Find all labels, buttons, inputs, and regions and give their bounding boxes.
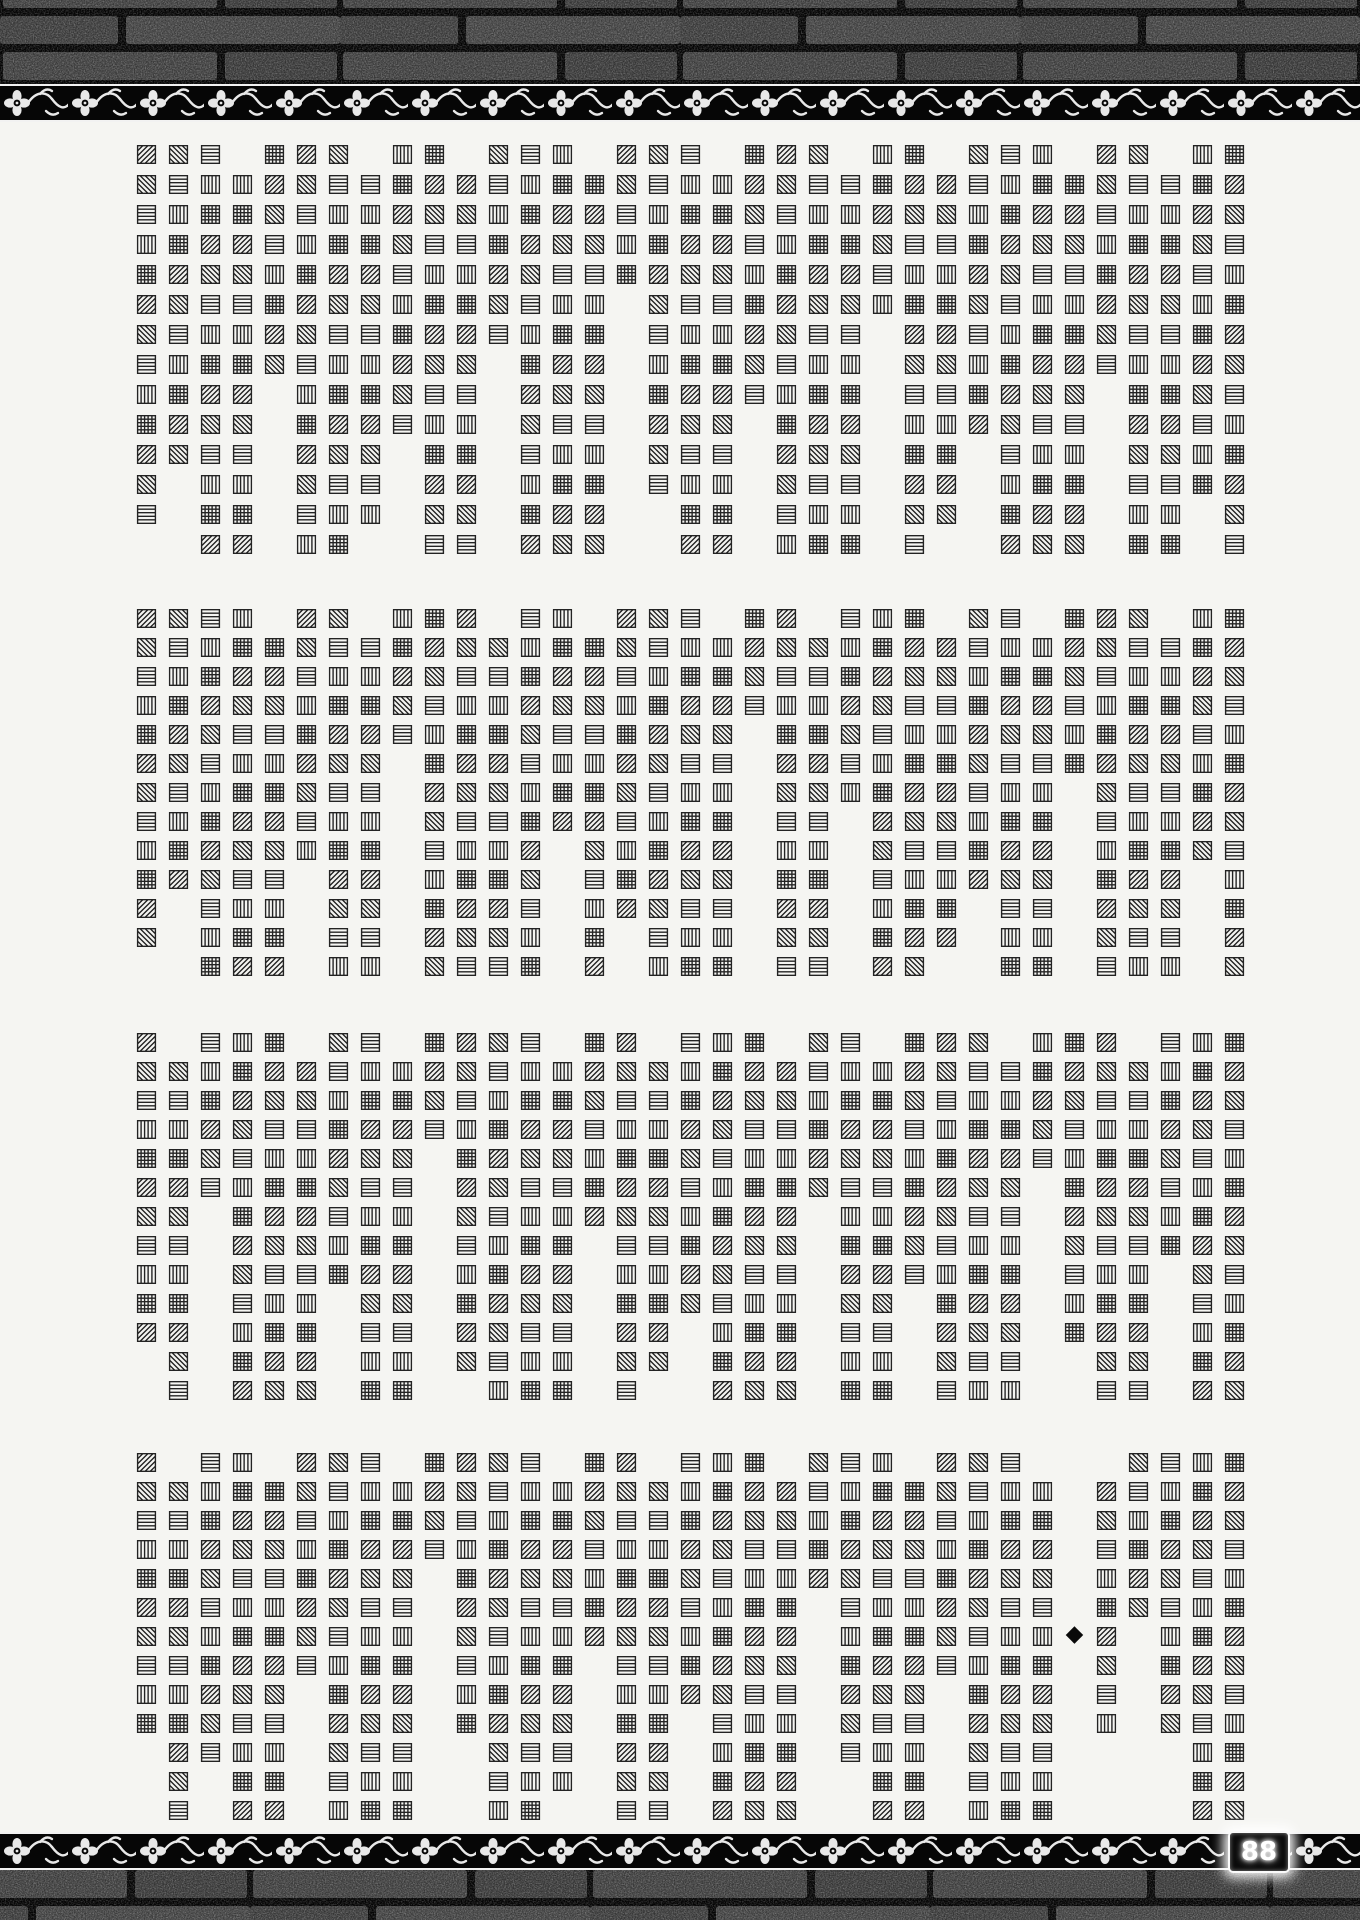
text-column-redacted: ▤▥▦▨▧▤▥▦ [1158, 1026, 1183, 1258]
brick-border-top [0, 0, 1360, 84]
text-column-redacted: ▤▥▦▨▧▤▥▦▨▧▤▥▦ [358, 1026, 383, 1403]
text-column-redacted: ▧▤▥▦▨▧▤▥▦▨▧▤▥ [1126, 602, 1151, 979]
text-column-redacted: ▨▧▤▥▦▨▧▤▥▦▨▧▤ [614, 1446, 639, 1823]
text-column-redacted: ▧▤▥▦▨▧▤▥▦▨▧▤▥▦ [806, 138, 831, 557]
text-column-redacted: ▤▥▦▨▧▤▥ [838, 602, 863, 805]
text-column-redacted: ▧▤▥▦▨▧▤▥▦▨ [966, 602, 991, 892]
text-column-redacted: ▧▤▥▦▨▧▤▥▦▨▧▤▥ [486, 1446, 511, 1823]
text-column-redacted: ▤▥▦▨▧▤▥▦▨▧▤▥ [1158, 631, 1183, 979]
text-column-redacted: ▧▤▥▦▨▧▤▥▦▨ [166, 602, 191, 892]
text-column-redacted: ▤▥▦▨▧▤▥▦▨▧▤▥ [998, 1055, 1023, 1403]
text-column-redacted: ▤▥▦▨▧▤▥▦▨▧▤▥▦▨ [998, 138, 1023, 557]
text-column-redacted: ▨▧▤▥▦▨▧▤▥▦ [454, 1446, 479, 1736]
text-column-redacted: ▥▦▨▧▤▥▦▨▧▤▥▦▨ [1190, 1446, 1215, 1823]
text-column-redacted: ▦▨▧▤ [422, 1026, 447, 1142]
text-column-redacted: ▧▤▥▦▨▧▤▥▦▨ [966, 138, 991, 437]
text-column-redacted: ▤▥▦▨▧▤▥▦▨▧▤▥▦ [518, 1446, 543, 1823]
text-column-redacted: ▥▦▨▧▤▥▦▨▧▤▥▦▨▧ [550, 138, 575, 557]
floral-ornament-band-bottom [0, 1832, 1360, 1870]
text-column-redacted: ▧▤▥▦▨ [806, 1446, 831, 1591]
text-column-redacted: ▤▥▦▨▧▤▥▦▨▧▤▥▦ [838, 1026, 863, 1403]
text-column-redacted: ▨▧▤▥▦▨▧▤▥ [1094, 1475, 1119, 1736]
text-column-redacted: ▨▧▤▥▦▨▧▤▥▦▨▧ [934, 168, 959, 527]
text-column-redacted: ▧▤▥▦▨▧▤▥▦▨▧▤ [646, 1475, 671, 1823]
text-column-redacted: ▦▨▧▤▥▦▨▧▤▥▦▨ [262, 1475, 287, 1823]
text-column-redacted: ▤▥▦▨▧▤▥▦▨▧▤▥▦▨ [198, 138, 223, 557]
text-column-redacted: ▧▤▥▦▨▧▤▥▦▨▧▤▥ [646, 602, 671, 979]
page-number: 88 [1240, 1837, 1278, 1867]
text-column-redacted: ▦▨▧▤▥▦▨▧▤▥▦▨▧ [1222, 1026, 1247, 1403]
text-column-redacted: ▨▧▤▥▦▨▧▤▥▦▨▧▤ [454, 168, 479, 557]
text-column-redacted: ▤▥▦▨▧▤▥▦▨▧▤▥▦ [998, 1446, 1023, 1823]
text-column-redacted: ▧▤▥▦▨▧▤▥▦▨▧▤▥ [326, 1446, 351, 1823]
text-column-redacted: ▦▨▧▤▥▦▨▧▤ [742, 138, 767, 407]
text-column-redacted: ▨▧▤▥▦▨▧▤▥▦▨▧▤▥ [294, 138, 319, 557]
text-column-redacted: ▥▦▨▧▤▥▦▨▧▤▥▦ [390, 1055, 415, 1403]
text-column-redacted: ▥▦▨▧▤ [1030, 1026, 1055, 1171]
text-column-redacted: ▤▥▦▨▧▤▥▦▨▧▤ [838, 1446, 863, 1765]
text-column-redacted: ▨▧▤▥▦▨▧▤▥▦ [134, 1446, 159, 1736]
text-column-redacted: ▤▥▦▨▧▤▥▦▨▧▤ [198, 1446, 223, 1765]
text-column-redacted: ▥▦▨▧▤▥▦▨▧▤▥▦ [1030, 1475, 1055, 1823]
text-column-redacted: ▧▤▥▦▨▧▤▥▦▨▧▤▥ [326, 602, 351, 979]
text-column-redacted: ▧▤▥▦▨▧▤▥▦▨▧▤ [166, 1055, 191, 1403]
text-column-redacted: ▦▨▧▤▥▦▨▧▤▥▦▨▧ [262, 1026, 287, 1403]
text-column-redacted: ▦▨▧▤▥▦▨▧▤▥▦▨ [902, 1475, 927, 1823]
text-column-redacted: ▤▥▦▨▧▤▥▦▨▧▤▥▦ [358, 1446, 383, 1823]
text-column-redacted: ▤▥▦▨▧▤▥▦▨▧▤▥▦ [838, 168, 863, 557]
text-column-redacted: ▧▤▥▦▨▧▤ [486, 138, 511, 347]
text-column-redacted: ▧▤▥▦▨▧▤▥▦▨▧ [646, 1055, 671, 1374]
text-column-redacted: ▨▧▤▥▦▨▧▤▥▦▨▧▤ [134, 138, 159, 527]
text-column-redacted: ▨▧▤▥▦▨▧▤▥▦▨▧ [454, 1026, 479, 1374]
text-column-redacted: ▨▧▤▥▦▨▧▤▥▦▨▧ [774, 1055, 799, 1403]
text-column-redacted: ▦▨▧▤▥▦▨▧▤▥▦▨▧ [742, 1026, 767, 1403]
text-column-redacted: ▥▦▨▧▤▥▦▨▧▤▥▦ [1030, 631, 1055, 979]
text-column-redacted: ▤▥▦▨▧▤ [198, 1026, 223, 1200]
text-column-redacted: ▨▧▤▥▦▨▧▤▥▦▨▧▤ [1094, 602, 1119, 979]
text-column-redacted: ▧▤▥▦▨▧▤▥▦▨▧▤ [486, 631, 511, 979]
text-column-redacted: ▤▥▦▨▧▤▥▦▨▧▤▥▦ [1158, 168, 1183, 557]
text-column-redacted: ▨▧▤▥▦▨▧▤▥▦▨▧▤ [454, 602, 479, 979]
text-column-redacted: ▤▥▦▨▧▤▥▦▨▧▤▥▦ [998, 602, 1023, 979]
text-column-redacted: ▦▨▧▤▥▦ [1062, 602, 1087, 776]
text-column-redacted: ▨▧▤▥▦▨▧▤▥▦▨▧ [774, 1475, 799, 1823]
text-column-redacted: ▦▨▧▤▥▦▨▧▤▥▦▨ [262, 631, 287, 979]
text-column-redacted: ▧▤▥▦▨▧ [806, 1026, 831, 1200]
text-column-redacted: ▧▤▥▦▨▧▤▥▦ [326, 1026, 351, 1287]
text-column-redacted: ▨▧▤▥▦▨▧▤ [294, 1446, 319, 1678]
text-column-redacted: ▨▧▤▥▦▨▧▤▥▦▨ [934, 631, 959, 950]
text-column-redacted: ▦▨▧▤▥▦▨▧▤ [902, 1026, 927, 1287]
text-column-redacted: ▨▧▤▥▦▨▧▤▥▦▨▧ [294, 1055, 319, 1403]
text-column-redacted: ▦▨▧▤▥▦▨▧▤▥▦▨▧ [422, 602, 447, 979]
text-column-redacted: ▥▦▨▧▤▥▦▨▧▤▥▦▨ [710, 1446, 735, 1823]
text-column-redacted: ▥▦▨▧▤▥▦▨ [550, 602, 575, 834]
text-column-redacted: ▤▥▦▨▧▤▥▦▨▧ [678, 1026, 703, 1316]
text-column-redacted: ▥▦▨▧▤▥▦▨▧▤▥▦ [1190, 138, 1215, 497]
text-column-redacted: ▦▨▧▤▥▦▨▧▤▥▦▨▧ [582, 168, 607, 557]
text-column-redacted: ▥▦▨▧▤▥▦▨▧▤▥▦▨ [230, 602, 255, 979]
text-column-redacted: ▥▦▨▧▤▥▦▨▧▤▥▦▨ [230, 1026, 255, 1403]
text-band-3 [133, 1026, 1248, 1403]
text-column-redacted: ▥▦▨▧▤▥▦▨▧▤ [390, 138, 415, 437]
floral-ornament-band-top [0, 84, 1360, 122]
text-column-redacted: ▧▤▥▦▨▧▤▥▦▨▧▤▥▦ [1126, 138, 1151, 557]
text-column-redacted: ▦▨▧▤▥▦▨▧ [262, 138, 287, 377]
text-column-redacted: ▤▥▦▨▧▤▥▦▨▧▤▥▦▨ [678, 138, 703, 557]
text-column-redacted: ▦▨▧▤▥▦▨▧▤▥▦▨▧ [1062, 168, 1087, 557]
text-column-redacted: ▦▨▧▤ [742, 602, 767, 718]
text-column-redacted: ▥▦▨▧▤▥▦▨▧▤▥▦▨ [870, 602, 895, 979]
text-column-redacted: ▨▧▤▥▦▨▧▤▥▦▨▧▤ [1094, 1026, 1119, 1403]
text-column-redacted: ▨▧▤▥▦▨▧▤▥▦▨▧▤ [774, 602, 799, 979]
paper-background [0, 122, 1360, 1832]
text-column-redacted: ▥▦▨▧▤▥▦▨▧▤▥▦▨ [230, 168, 255, 557]
text-column-redacted: ▨▧▤▥▦▨▧▤▥▦▨▧▤▥ [774, 138, 799, 557]
text-column-redacted: ▥▦▨▧▤▥▦▨▧▤▥▦▨ [710, 1026, 735, 1403]
text-column-redacted: ▤▥▦▨▧▤▥▦▨▧▤▥ [358, 631, 383, 979]
text-column-redacted: ▦▨▧▤▥▦▨▧▤▥▦ [1062, 1026, 1087, 1345]
text-column-redacted: ▦▨▧▤▥▦▨ [582, 1446, 607, 1649]
text-column-redacted: ▨▧▤▥▦▨▧▤ [934, 1446, 959, 1678]
text-column-redacted: ▦▨▧▤▥▦▨▧▤▥▦▨▧▤ [902, 138, 927, 557]
text-column-redacted: ▥▦▨▧▤▥▦▨▧ [1190, 602, 1215, 863]
text-column-redacted: ▧▤▥▦▨▧▤▥▦▨▧▤ [646, 138, 671, 497]
text-column-redacted: ▤▥▦▨▧▤▥▦▨▧▤▥▦ [518, 1026, 543, 1403]
text-column-redacted: ▥▦▨▧▤▥▦▨▧▤▥▦ [870, 1055, 895, 1403]
text-column-redacted: ▤▥▦▨▧▤▥▦▨▧▤▥ [358, 168, 383, 527]
text-column-redacted: ▨▧▤▥▦▨▧▤▥▦▨▧▤ [934, 1026, 959, 1403]
text-band-2 [133, 602, 1248, 979]
text-column-redacted: ▧▤▥▦▨▧ [1126, 1446, 1151, 1620]
text-column-redacted: ▦▨▧▤▥▦▨▧▤▥▦▨▧▤ [422, 138, 447, 557]
text-column-redacted: ▥▦▨▧▤▥▦▨▧▤▥▦▨▧ [1030, 138, 1055, 557]
text-column-redacted: ▦▨▧▤ [422, 1446, 447, 1562]
text-column-redacted: ▥▦▨▧▤▥▦▨▧▤▥▦ [710, 631, 735, 979]
text-band-4 [133, 1446, 1248, 1823]
text-column-redacted: ▤▥▦▨▧▤▥▦▨▧▤▥▦ [678, 602, 703, 979]
text-column-redacted: ▧▤▥▦▨▧▤▥▦▨▧ [166, 138, 191, 467]
text-column-redacted: ▨▧▤▥▦ [614, 138, 639, 287]
text-column-redacted: ▥▦▨▧▤▥▦▨▧▤▥ [550, 1475, 575, 1794]
text-column-redacted: ▧▤▥▦▨▧▤▥▦▨▧▤ [166, 1475, 191, 1823]
text-column-redacted: ▧▤▥▦▨▧▤▥▦▨▧▤▥ [486, 1026, 511, 1403]
text-column-redacted: ▤▥▦▨▧▤▥▦▨ [678, 1446, 703, 1707]
text-column-redacted: ▦▨▧▤▥▦▨ [582, 1026, 607, 1229]
text-column-redacted: ▧▤▥▦▨▧▤▥▦▨▧▤ [806, 631, 831, 979]
text-column-redacted: ▧▤▥▦▨▧▤▥▦▨▧▤▥▦ [326, 138, 351, 557]
text-column-redacted: ▨▧▤▥▦▨▧▤▥▦▨▧ [134, 602, 159, 950]
text-band-1 [133, 138, 1248, 558]
text-column-redacted: ▦▨▧▤▥▦▨▧▤▥▦▨▧ [1222, 1446, 1247, 1823]
text-column-redacted: ▦▨▧▤▥▦▨▧▤▥▦▨▧ [902, 602, 927, 979]
text-column-redacted: ▦▨▧▤▥▦▨▧▤▥▦▨▧ [1222, 602, 1247, 979]
section-divider: ◆ [1065, 1621, 1084, 1647]
text-column-redacted: ▥▦▨▧▤▥▦▨▧▤▥▦ [550, 1055, 575, 1403]
text-column-redacted: ▨▧▤▥▦▨▧▤▥▦▨▧▤ [614, 1026, 639, 1403]
text-column-redacted: ▧▤▥▦▨▧▤▥▦▨▧▤ [1126, 1055, 1151, 1403]
text-column-redacted: ▤▥▦▨▧▤▥▦▨▧ [1158, 1446, 1183, 1736]
text-column-redacted: ▥▦▨▧▤▥▦▨▧▤▥▦ [390, 1475, 415, 1823]
text-column-redacted: ▦▨▧▤▥▦▨▧▤▥▦▨▧▤ [1222, 138, 1247, 557]
text-column-redacted: ▥▦▨▧▤▥▦▨▧▤▥▦▨ [710, 168, 735, 557]
text-column-redacted: ▥▦▨▧▤▥▦▨▧▤▥▦▨ [1190, 1026, 1215, 1403]
text-column-redacted: ▨▧▤▥▦▨▧▤▥ [294, 602, 319, 863]
text-column-redacted: ▤▥▦▨▧▤▥▦▨▧▤▥▦ [518, 602, 543, 979]
text-column-redacted: ▦▨▧▤▥▦▨▧▤▥▦▨ [582, 631, 607, 979]
text-column-redacted: ▦▨▧▤▥▦▨▧▤▥▦▨▧ [742, 1446, 767, 1823]
text-column-redacted: ▨▧▤▥▦▨▧▤ [1094, 138, 1119, 377]
text-column-redacted: ▨▧▤▥▦▨▧▤▥▦▨ [134, 1026, 159, 1345]
text-column-redacted: ▥▦▨▧▤▥▦▨▧▤▥▦▨ [230, 1446, 255, 1823]
text-column-redacted: ▥▦▨▧▤▥▦▨▧▤▥▦▨ [870, 1446, 895, 1823]
page-number-badge [1228, 1831, 1290, 1873]
text-column-redacted: ▥▦▨▧▤ [390, 602, 415, 747]
text-column-redacted: ▧▤▥▦▨▧▤▥▦▨▧▤▥ [966, 1446, 991, 1823]
text-column-redacted: ▤▥▦▨▧▤▥▦▨▧▤▥▦ [198, 602, 223, 979]
brick-border-bottom [0, 1870, 1360, 1920]
text-column-redacted: ▨▧▤▥▦▨▧▤▥▦▨ [614, 602, 639, 921]
text-column-redacted: ▥▦▨▧▤▥ [870, 138, 895, 317]
text-column-redacted: ▧▤▥▦▨▧▤▥▦▨▧▤▥ [966, 1026, 991, 1403]
text-column-redacted: ▤▥▦▨▧▤▥▦▨▧▤▥▦▨ [518, 138, 543, 557]
